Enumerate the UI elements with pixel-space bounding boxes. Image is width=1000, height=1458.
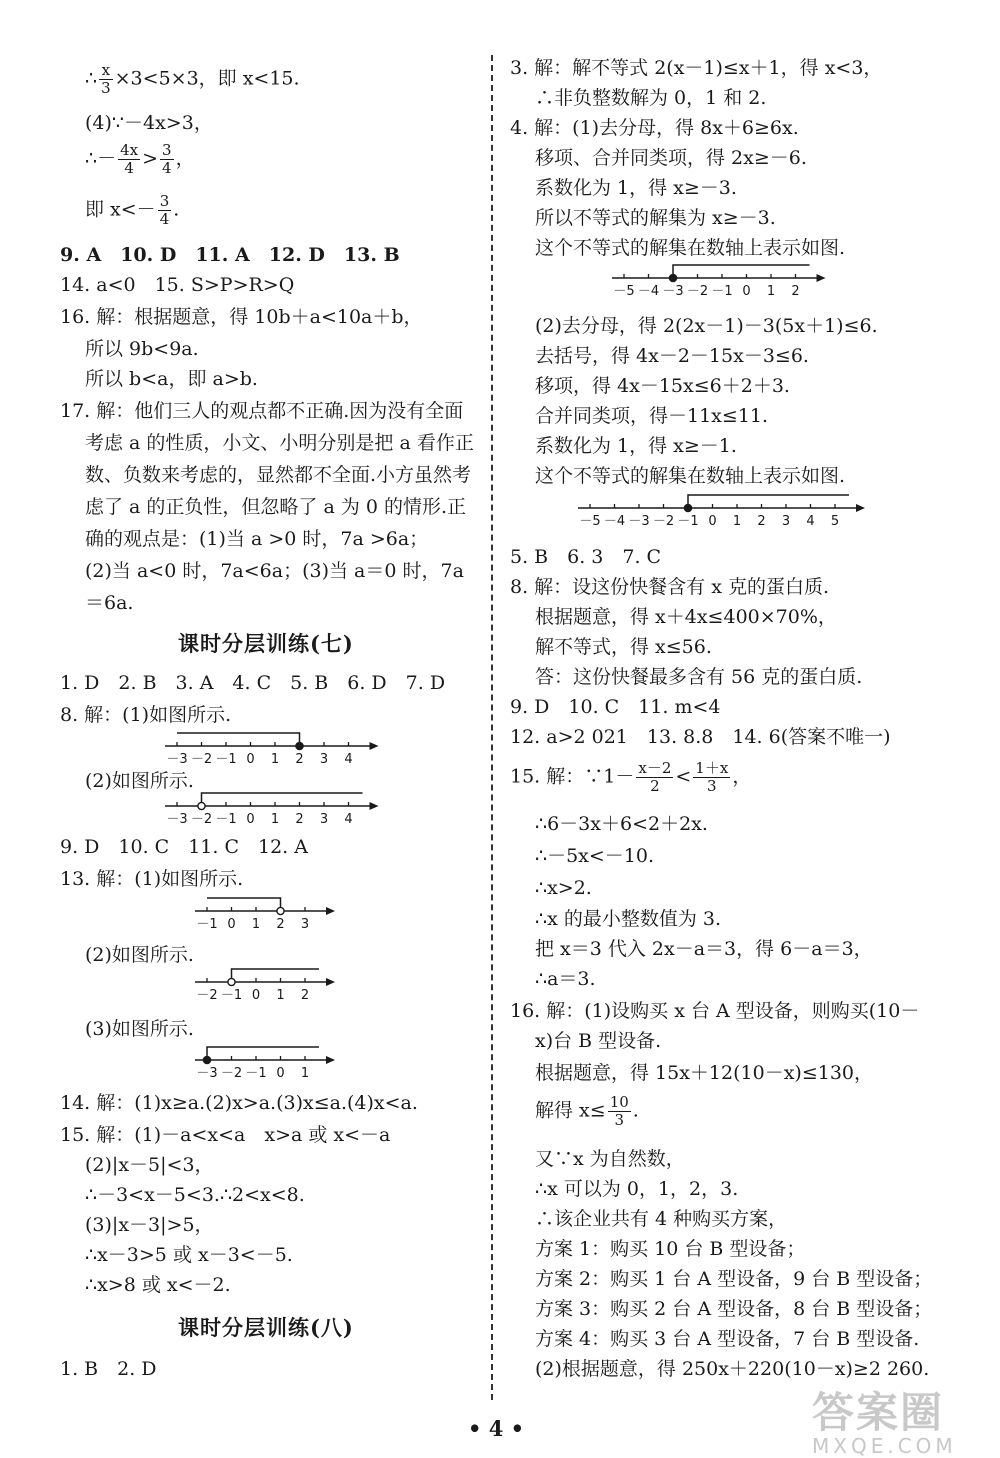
answer-4-line-10: 系数化为 1，得 x≥－1. — [535, 435, 737, 457]
tick-label: 3 — [319, 812, 329, 827]
answers-7-1-7: 1. D 2. B 3. A 4. C 5. B 6. D 7. D — [60, 672, 446, 694]
section-heading-8: 课时分层训练(八) — [178, 1315, 354, 1340]
fraction: $\frac{x}{3}$ — [101, 61, 111, 97]
answer-7-8-line-2: (2)如图所示. — [85, 770, 194, 792]
answer-17-line-7: ＝6a. — [85, 592, 134, 614]
number-line-svg — [612, 262, 826, 304]
answers-12-14: 12. a>2 021 13. 8.8 14. 6(答案不唯一) — [510, 726, 891, 748]
axis-arrow — [817, 274, 826, 282]
tick-label: 2 — [276, 917, 285, 932]
answers-9-11: 9. D 10. C 11. m<4 — [510, 696, 721, 718]
closed-endpoint — [684, 504, 691, 511]
axis-arrow — [370, 802, 379, 810]
left-line-2: (4)∵－4x>3， — [85, 112, 213, 134]
tick-label: 0 — [251, 988, 261, 1003]
answer-17-line-2: 考虑 a 的性质，小文、小明分别是把 a 看作正 — [85, 432, 474, 454]
closed-endpoint — [669, 274, 676, 281]
answers-14-15: 14. a<0 15. S>P>R>Q — [60, 274, 295, 296]
axis-arrow — [326, 1056, 335, 1064]
tick-label: －1 — [196, 917, 218, 932]
answer-4-line-1: 4. 解：(1)去分母，得 8x＋6≥6x. — [510, 117, 799, 139]
open-endpoint — [228, 978, 235, 985]
answer-4-line-5: 这个不等式的解集在数轴上表示如图. — [535, 237, 846, 259]
answer-7-15-line-5: ∴x－3>5 或 x－3<－5. — [85, 1244, 293, 1266]
tick-label: －4 — [637, 284, 660, 299]
answer-7-13-line-3: (3)如图所示. — [85, 1018, 194, 1040]
answer-17-line-4: 虑了 a 的正负性，但忽略了 a 为 0 的情形.正 — [85, 496, 467, 518]
answer-17-line-3: 数、负数来考虑的，显然都不全面.小方虽然考 — [85, 464, 472, 486]
tick-label: 4 — [344, 752, 353, 767]
axis-arrow — [326, 978, 335, 986]
page-number: • 4 • — [468, 1416, 525, 1441]
tick-label: 2 — [295, 752, 304, 767]
tick-label: －2 — [190, 812, 213, 827]
tick-label: －2 — [190, 752, 213, 767]
tick-label: 1 — [766, 284, 776, 299]
left-line-1: ∴ $\frac{x}{3}$ ×3<5×3，即 x<15. — [85, 61, 300, 97]
open-endpoint — [198, 802, 205, 809]
answer-15-line-4: ∴x>2. — [535, 877, 592, 899]
fraction: $\frac{3}{4}$ — [159, 192, 170, 228]
answer-4-line-9: 合并同类项，得－11x≤11. — [535, 405, 769, 427]
tick-label: －3 — [166, 752, 188, 767]
solution-ray — [673, 265, 810, 278]
tick-label: －2 — [196, 988, 218, 1003]
tick-label: －4 — [603, 514, 626, 529]
number-line-g — [578, 492, 865, 534]
tick-label: 2 — [295, 812, 304, 827]
tick-label: －2 — [686, 284, 709, 299]
tick-label: 0 — [742, 284, 751, 299]
number-line-svg — [578, 492, 865, 534]
answer-15-line-6: 把 x＝3 代入 2x－a＝3，得 6－a＝3， — [535, 938, 873, 960]
number-line-svg — [165, 790, 379, 832]
fraction: $\frac{1+x}{3}$ — [695, 759, 729, 795]
answer-4-line-8: 移项，得 4x－15x≤6＋2＋3. — [535, 375, 790, 397]
answers-8-1-2: 1. B 2. D — [60, 1358, 157, 1380]
answer-16-line-1: 16. 解：(1)设购买 x 台 A 型设备，则购买(10－ — [510, 1000, 920, 1022]
number-line-svg — [195, 966, 335, 1008]
tick-label: 1 — [270, 752, 280, 767]
column-divider — [491, 55, 493, 1400]
answer-16-line-1: 16. 解：根据题意，得 10b＋a<10a＋b， — [60, 306, 423, 328]
number-line-a — [165, 730, 379, 772]
answer-4-line-11: 这个不等式的解集在数轴上表示如图. — [535, 465, 846, 487]
answer-16-line-7: ∴该企业共有 4 种购买方案， — [535, 1208, 788, 1230]
answer-7-15-line-2: (2)|x－5|<3， — [85, 1154, 214, 1176]
solution-ray — [232, 969, 320, 982]
fraction: $\frac{x-2}{2}$ — [638, 759, 672, 795]
answer-16-line-10: 方案 3：购买 2 台 A 型设备，8 台 B 型设备； — [535, 1298, 933, 1320]
number-line-svg — [195, 1044, 335, 1086]
tick-label: －1 — [711, 284, 733, 299]
tick-label: －3 — [662, 284, 684, 299]
fraction: $\frac{3}{4}$ — [162, 141, 172, 177]
number-line-b — [165, 790, 379, 832]
tick-label: 3 — [300, 917, 310, 932]
answer-16-line-2: x)台 B 型设备. — [535, 1030, 662, 1052]
answers-5-7: 5. B 6. 3 7. C — [510, 546, 662, 568]
tick-label: －3 — [196, 1066, 218, 1081]
tick-label: 1 — [732, 514, 742, 529]
tick-label: －1 — [220, 988, 243, 1003]
solution-ray — [177, 733, 300, 746]
left-line-4: 即 x<－ $\frac{3}{4}$ . — [85, 192, 180, 228]
answer-16-line-3: 所以 b<a，即 a>b. — [85, 368, 258, 390]
answer-17-line-5: 确的观点是：(1)当 a >0 时，7a >6a； — [85, 528, 429, 550]
answer-16-line-2: 所以 9b<9a. — [85, 338, 199, 360]
fraction: $\frac{10}{3}$ — [609, 1093, 629, 1129]
tick-label: －1 — [215, 752, 237, 767]
answer-16-line-11: 方案 4：购买 3 台 A 型设备，7 台 B 型设备. — [535, 1328, 920, 1350]
axis-arrow — [370, 742, 379, 750]
left-line-3: ∴－ $\frac{4x}{4}$ > $\frac{3}{4}$ ， — [85, 141, 195, 177]
answers-7-9-12: 9. D 10. C 11. C 12. A — [60, 836, 308, 858]
tick-label: 5 — [830, 514, 840, 529]
answer-15-line-3: ∴－5x<－10. — [535, 845, 655, 867]
open-endpoint — [277, 907, 284, 914]
answer-3-line-2: ∴非负整数解为 0，1 和 2. — [535, 87, 767, 109]
section-heading-7: 课时分层训练(七) — [178, 631, 354, 656]
answer-16-line-3: 根据题意，得 15x＋12(10－x)≤130， — [535, 1062, 874, 1084]
answer-7-8-line-1: 8. 解：(1)如图所示. — [60, 704, 232, 726]
tick-label: －1 — [677, 514, 699, 529]
answer-17-line-6: (2)当 a<0 时，7a<6a；(3)当 a＝0 时，7a — [85, 560, 464, 582]
tick-label: 2 — [757, 514, 766, 529]
axis-arrow — [856, 504, 865, 512]
answer-16-line-4: 解得 x≤ $\frac{10}{3}$ . — [535, 1093, 639, 1129]
tick-label: －2 — [220, 1066, 243, 1081]
tick-label: －5 — [579, 514, 601, 529]
tick-label: －1 — [245, 1066, 267, 1081]
fraction: $\frac{4x}{4}$ — [120, 141, 139, 177]
tick-label: 0 — [276, 1066, 285, 1081]
answer-4-line-3: 系数化为 1，得 x≥－3. — [535, 177, 737, 199]
tick-label: 4 — [806, 514, 815, 529]
answer-4-line-6: (2)去分母，得 2(2x－1)－3(5x＋1)≤6. — [535, 315, 878, 337]
closed-endpoint — [296, 742, 303, 749]
tick-label: 2 — [300, 988, 310, 1003]
answer-15-line-5: ∴x 的最小整数值为 3. — [535, 908, 722, 930]
answer-7-14: 14. 解：(1)x≥a.(2)x>a.(3)x≤a.(4)x<a. — [60, 1092, 418, 1114]
answer-3-line-1: 3. 解：解不等式 2(x－1)≤x＋1，得 x<3， — [510, 57, 883, 79]
answer-7-15-line-3: ∴－3<x－5<3.∴2<x<8. — [85, 1184, 305, 1206]
number-line-d — [195, 966, 335, 1008]
tick-label: 3 — [319, 752, 329, 767]
number-line-svg — [195, 895, 335, 937]
watermark-logo: 答案圈 MXQE.COM — [812, 1388, 957, 1458]
answer-7-13-line-2: (2)如图所示. — [85, 944, 194, 966]
answer-7-15-line-6: ∴x>8 或 x<－2. — [85, 1274, 231, 1296]
answer-16-line-5: 又∵x 为自然数， — [535, 1148, 685, 1170]
answer-8-line-2: 根据题意，得 x＋4x≤400×70%， — [535, 606, 837, 628]
closed-endpoint — [203, 1056, 210, 1063]
tick-label: 1 — [300, 1066, 310, 1081]
tick-label: 0 — [246, 752, 255, 767]
tick-label: －1 — [215, 812, 237, 827]
answer-4-line-7: 去括号，得 4x－2－15x－3≤6. — [535, 345, 809, 367]
answer-8-line-1: 8. 解：设这份快餐含有 x 克的蛋白质. — [510, 576, 830, 598]
solution-ray — [207, 1047, 319, 1060]
tick-label: －3 — [628, 514, 650, 529]
number-line-c — [195, 895, 335, 937]
answer-15-line-2: ∴6－3x＋6<2＋2x. — [535, 813, 708, 835]
answers-9-13: 9. A 10. D 11. A 12. D 13. B — [60, 244, 400, 266]
tick-label: 0 — [227, 917, 236, 932]
number-line-f — [612, 262, 826, 304]
tick-label: －3 — [166, 812, 188, 827]
tick-label: 0 — [708, 514, 717, 529]
answer-16-line-9: 方案 2：购买 1 台 A 型设备，9 台 B 型设备； — [535, 1268, 933, 1290]
answer-17-line-1: 17. 解：他们三人的观点都不正确.因为没有全面 — [60, 400, 464, 422]
axis-arrow — [326, 907, 335, 915]
answer-16-line-8: 方案 1：购买 10 台 B 型设备； — [535, 1238, 806, 1260]
answer-7-15-line-1: 15. 解：(1)－a<x<a x>a 或 x<－a — [60, 1124, 391, 1146]
answer-7-15-line-4: (3)|x－3|>5， — [85, 1214, 214, 1236]
number-line-svg — [165, 730, 379, 772]
answer-7-13-line-1: 13. 解：(1)如图所示. — [60, 868, 244, 890]
tick-label: －5 — [613, 284, 635, 299]
tick-label: 3 — [781, 514, 791, 529]
tick-label: 1 — [276, 988, 285, 1003]
answer-16-line-6: ∴x 可以为 0，1，2，3. — [535, 1178, 739, 1200]
answer-8-line-3: 解不等式，得 x≤56. — [535, 636, 712, 658]
tick-label: 4 — [344, 812, 353, 827]
tick-label: －2 — [652, 514, 675, 529]
tick-label: 1 — [270, 812, 280, 827]
tick-label: 0 — [246, 812, 255, 827]
tick-label: 2 — [791, 284, 800, 299]
answer-4-line-2: 移项、合并同类项，得 2x≥－6. — [535, 147, 807, 169]
answer-15-line-1: 15. 解：∵1－ $\frac{x-2}{2}$ < $\frac{1+x}{3}$ ， — [510, 759, 752, 795]
answer-8-line-4: 答：这份快餐最多含有 56 克的蛋白质. — [535, 666, 863, 688]
tick-label: 1 — [251, 917, 261, 932]
answer-4-line-4: 所以不等式的解集为 x≥－3. — [535, 207, 776, 229]
answer-15-line-7: ∴a＝3. — [535, 968, 596, 990]
number-line-e — [195, 1044, 335, 1086]
solution-ray — [207, 898, 281, 911]
answer-16-line-12: (2)根据题意，得 250x＋220(10－x)≥2 260. — [535, 1358, 930, 1380]
